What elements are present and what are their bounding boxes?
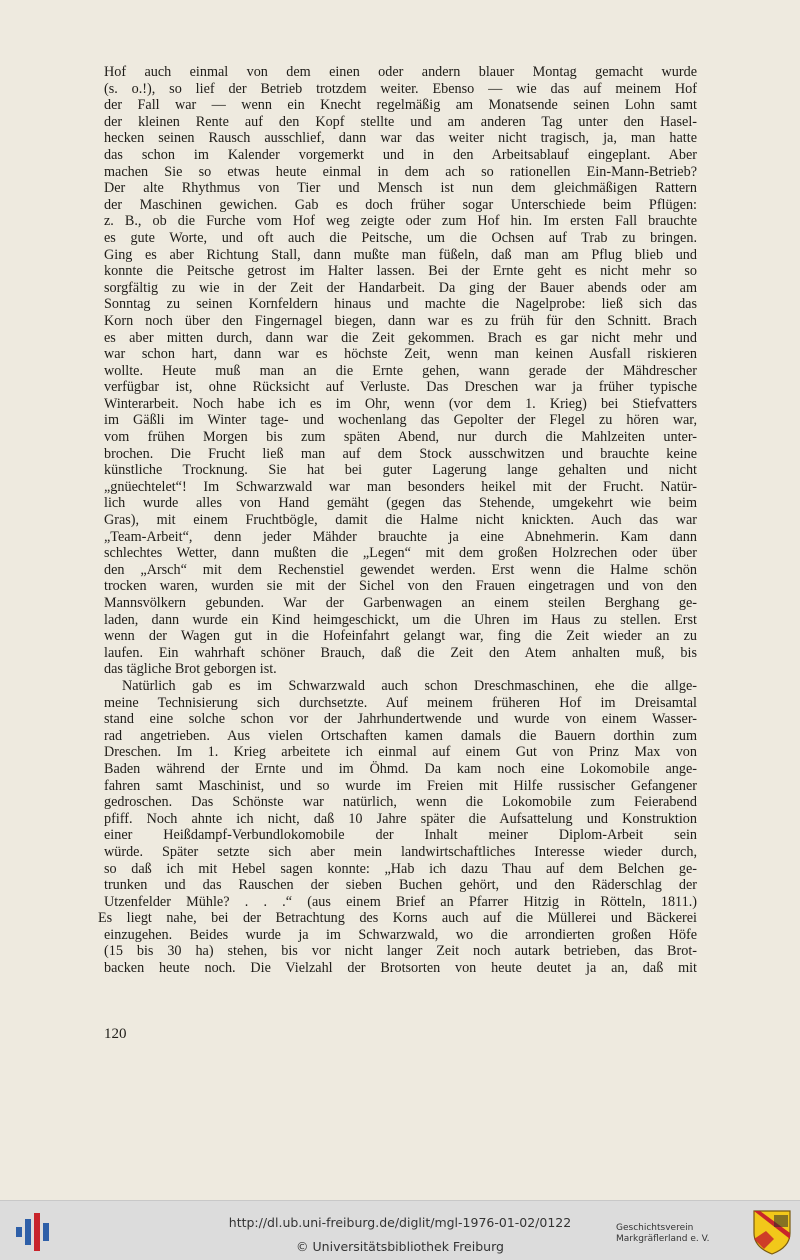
text-line: Es liegt nahe, bei der Betrachtung des Korns auch auf die Müllerei und Bäckerei	[98, 910, 697, 927]
text-line: so daß ich mit Hebel sagen konnte: „Hab ich dazu Thau auf dem Belchen ge-	[104, 860, 697, 877]
text-line: einzugehen. Beides wurde ja im Schwarzwald, wo die arrondierten großen Höfe	[104, 926, 697, 943]
text-line: vom frühen Morgen bis zum späten Abend, nur durch die Mahlzeiten unter-	[104, 429, 697, 446]
text-line: rad angetrieben. Aus vielen Ortschaften kamen damals die Bauern dorthin zum	[104, 727, 697, 744]
text-line: (s. o.!), so lief der Betrieb trotzdem weiter. Ebenso — wie das auf meinem Hof	[104, 80, 697, 97]
text-line: sorgfältig zu wie in der Zeit der Handarbeit. Da ging der Bauer abends oder am	[104, 279, 697, 296]
text-line: Utzenfelder Mühle? . . .“ (aus einem Brief an Pfarrer Hitzig in Rötteln, 1811.)	[104, 893, 697, 910]
text-line: würde. Später setzte sich aber mein landwirtschaftliches Interesse wieder durch,	[104, 843, 697, 860]
text-line: laden, dann wurde ein Kind heimgeschickt, um die Uhren im Haus zu stellen. Erst	[104, 611, 697, 628]
text-line: brochen. Die Frucht ließ man auf dem Stock ausschwitzen und brauchte keine	[104, 445, 697, 462]
body-text	[98, 64, 697, 977]
text-line: (15 bis 30 ha) stehen, bis vor nicht langer Zeit noch autark betrieben, das Brot-	[104, 943, 697, 960]
text-line: Natürlich gab es im Schwarzwald auch schon Dreschmaschinen, ehe die allge-	[122, 677, 697, 694]
text-line: backen heute noch. Die Vielzahl der Brotsorten von heute deutet ja an, daß mit	[104, 960, 697, 977]
text-line: trocken waren, wurden sie mit der Sichel von den Frauen eingetragen und von den	[104, 578, 697, 595]
text-line: schlechtes Wetter, dann mußten die „Legen“ mit dem großen Holzrechen oder über	[104, 545, 697, 562]
text-line: Ging es aber Richtung Stall, dann mußte man füßeln, daß man am Pflug blieb und	[104, 246, 697, 263]
text-line: künstliche Trocknung. Sie hat bei guter Lagerung lange gehalten und nicht	[104, 462, 697, 479]
text-line: z. B., ob die Furche vom Hof weg zeigte oder zum Hof hin. Im ersten Fall brauchte	[104, 213, 697, 230]
text-line: fahren samt Maschinist, und so wurde im Freien mit Hilfe russischer Gefangener	[104, 777, 697, 794]
society-name-line1: Geschichtsverein	[616, 1223, 694, 1233]
source-url-link[interactable]: http://dl.ub.uni-freiburg.de/diglit/mgl-1976-01-02/0122	[228, 1215, 572, 1230]
text-line: machen Sie so etwas heute einmal in dem ach so rationellen Ein-Mann-Betrieb?	[104, 163, 697, 180]
text-line: wollte. Heute muß man an die Ernte gehen, wann gerade der Mähdrescher	[104, 362, 697, 379]
text-line: trunken und das Rauschen der sieben Buchen gehört, und den Räderschlag der	[104, 877, 697, 894]
text-line: wenn der Wagen gut in die Hofeinfahrt gelangt war, fing die Zeit wieder an zu	[104, 628, 697, 645]
text-line: pfiff. Noch ahnte ich nicht, daß 10 Jahre später die Aufsattelung und Konstruktion	[104, 810, 697, 827]
text-line: Korn noch über den Fingernagel biegen, dann war es zu früh für den Schnitt. Brach	[104, 312, 697, 329]
text-line: es gute Worte, und oft auch die Peitsche, um die Ochsen auf Trab zu bringen.	[104, 229, 697, 246]
text-line: Dreschen. Im 1. Krieg arbeitete ich einmal auf einem Gut von Prinz Max von	[104, 744, 697, 761]
viewer-footer	[0, 1200, 800, 1260]
text-line: hecken seinen Rausch ausschlief, dann war das weiter nicht tragisch, ja, man hatte	[104, 130, 697, 147]
text-line: Gras), mit einem Fruchtbögle, damit die Halme nicht knickten. Auch das war	[104, 512, 697, 529]
text-line: gedroschen. Das Schönste war natürlich, wenn die Lokomobile zum Feierabend	[104, 794, 697, 811]
text-line: „Team-Arbeit“, denn jeder Mähder brauchte ja eine Abnehmerin. Kam dann	[104, 528, 697, 545]
text-line: Sonntag zu seinen Kornfeldern hinaus und machte die Nagelprobe: ließ sich das	[104, 296, 697, 313]
text-line: stand eine solche schon vor der Jahrhundertwende und wurde von einem Wasser-	[104, 711, 697, 728]
society-name	[616, 1223, 748, 1245]
page-number: 120	[104, 1026, 127, 1042]
text-line: Hof auch einmal von dem einen oder andern blauer Montag gemacht wurde	[104, 64, 697, 80]
text-line: es aber mitten durch, dann war die Zeit gekommen. Brach es gar nicht mehr und	[104, 329, 697, 346]
text-line: der kleinen Rente auf den Kopf stellte und am anderen Tag unter den Hasel-	[104, 113, 697, 130]
text-line: lich wurde alles von Hand gemäht (gegen das Stehende, umgekehrt wie beim	[104, 495, 697, 512]
text-line: meine Technisierung sich durchsetzte. Auf meinem früheren Hof im Dreisamtal	[104, 694, 697, 711]
text-line: einer Heißdampf-Verbundlokomobile der Inhalt meiner Diplom-Arbeit sein	[104, 827, 697, 844]
copyright-text: © Universitätsbibliothek Freiburg	[296, 1239, 504, 1254]
text-line: das tägliche Brot geborgen ist.	[104, 661, 277, 678]
text-line: im Gäßli im Winter tage- und wochenlang das Gepolter der Flegel zu hören war,	[104, 412, 697, 429]
coat-of-arms-icon	[752, 1209, 792, 1255]
text-line: „gnüechtelet“! Im Schwarzwald war man besonders heikel mit der Frucht. Natür-	[104, 478, 697, 495]
text-line: Baden während der Ernte und im Öhmd. Da kam noch eine Lokomobile ange-	[104, 760, 697, 777]
text-line: Der alte Rhythmus von Tier und Mensch ist nun dem gleichmäßigen Rattern	[104, 180, 697, 197]
text-line: konnte die Peitsche getrost im Halter lassen. Bei der Ernte geht es nicht mehr so	[104, 263, 697, 280]
text-line: den „Arsch“ mit dem Rechenstiel gewendet werden. Erst wenn die Halme schön	[104, 561, 697, 578]
text-line: Winterarbeit. Noch habe ich es im Ohr, wenn (vor dem 1. Krieg) bei Stiefvatters	[104, 395, 697, 412]
text-line: das schon im Kalender vorgemerkt und in den Arbeitsablauf eingeplant. Aber	[104, 146, 697, 163]
text-line: der Maschinen gewichen. Gab es doch früher sogar Unterschiede beim Pflügen:	[104, 196, 697, 213]
society-name-line2: Markgräflerland e. V.	[616, 1234, 710, 1244]
text-line: war schon hart, dann war es höchste Zeit, wenn man keinen Ausfall riskieren	[104, 346, 697, 363]
text-line: Mannsvölkern gebunden. War der Garbenwagen an einem steilen Berghang ge-	[104, 595, 697, 611]
text-line: laufen. Ein wahrhaft schöner Brauch, daß die Zeit den Atem anhalten muß, bis	[104, 644, 697, 661]
ub-freiburg-logo-icon[interactable]	[16, 1213, 50, 1251]
text-line: verfügbar ist, ohne Rücksicht auf Verluste. Das Dreschen war ja früher typische	[104, 379, 697, 396]
text-line: der Fall war — wenn ein Knecht regelmäßig am Monatsende seinen Lohn samt	[104, 97, 697, 114]
